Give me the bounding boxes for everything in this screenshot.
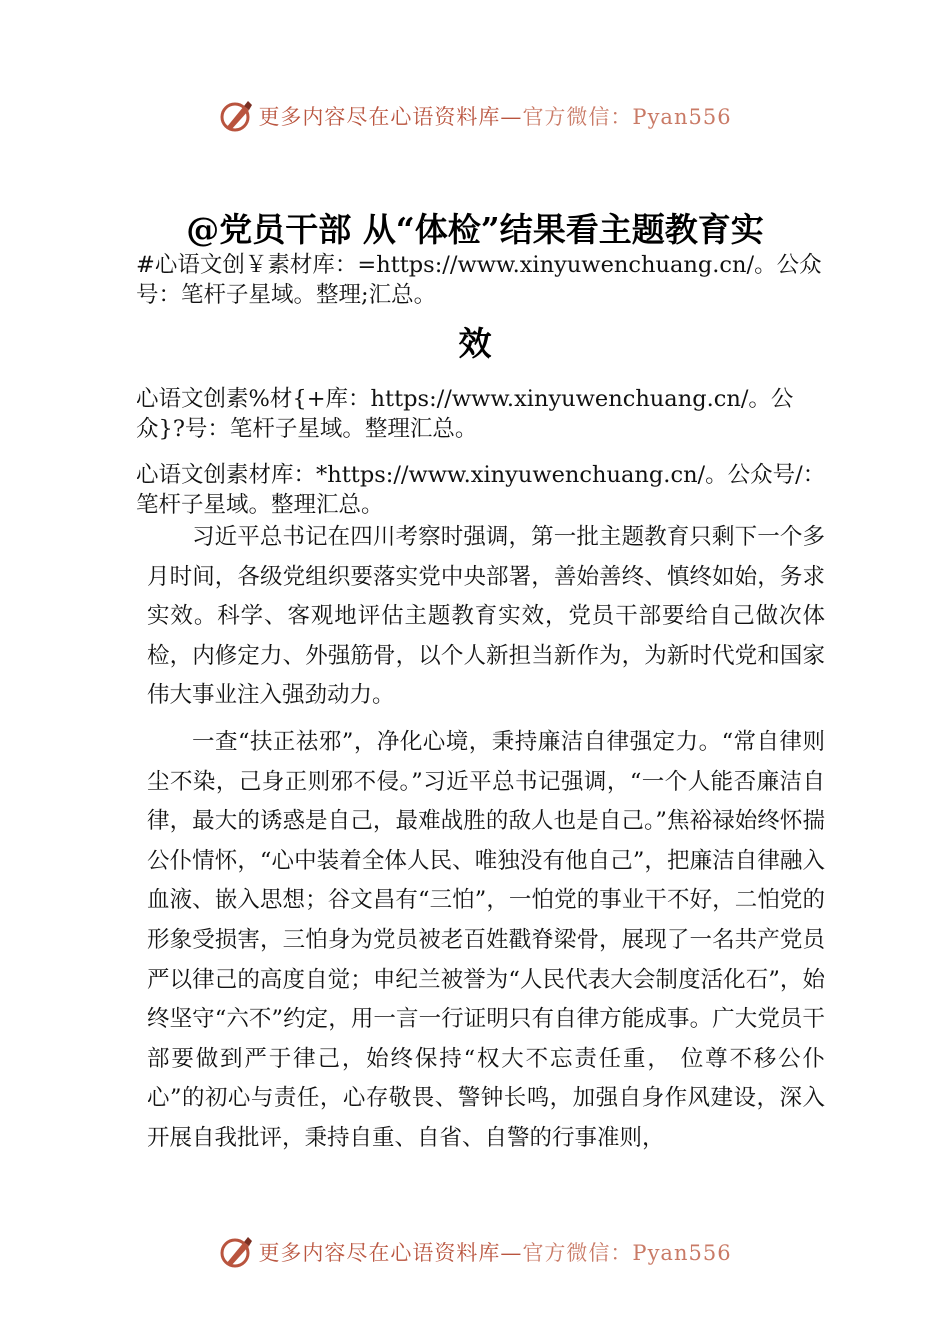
banner-wechat: 官方微信：Pyan556 bbox=[522, 1241, 732, 1265]
banner-wechat: 官方微信：Pyan556 bbox=[522, 105, 732, 129]
body-paragraph-1: 习近平总书记在四川考察时强调，第一批主题教育只剩下一个多月时间，各级党组织要落实党中央部署，善始善终、慎终如始，务求实效。科学、客观地评估主题教育实效，党员干部要给自己做次体检，内修定力、外强筋骨，以个人新担当新作为，为新时代党和国家伟大事业注入强劲动力。 bbox=[147, 524, 825, 709]
document-body bbox=[147, 518, 825, 1159]
document-title-line2: 效 bbox=[458, 324, 492, 363]
watermark-line-1: #心语文创￥素材库：=https://www.xinyuwenchuang.cn/。公众号：笔杆子星域。整理;汇总。 bbox=[136, 252, 822, 308]
watermark-line-2: 心语文创素%材{+库：https://www.xinyuwenchuang.cn/。公众}?号：笔杆子星域。整理汇总。 bbox=[136, 386, 794, 442]
banner-text: 更多内容尽在心语资料库—官方微信：Pyan556 bbox=[258, 1241, 732, 1265]
body-paragraph-2: 一查“扶正祛邪”，净化心境，秉持廉洁自律强定力。“常自律则尘不染，己身正则邪不侵。”习近平总书记强调，“一个人能否廉洁自律，最大的诱惑是自己，最难战胜的敌人也是自己。”焦裕禄始终怀揣公仆情怀，“心中装着全体人民、唯独没有他自己”，把廉洁自律融入血液、嵌入思想；谷文昌有“三怕”，一怕党的事业干不好，二怕党的形象受损害，三怕身为党员被老百姓戳脊梁骨，展现了一名共产党员严以律己的高度自觉；申纪兰被誉为“人民代表大会制度活化石”，始终坚守“六不”约定，用一言一行证明只有自律方能成事。广大党员干部要做到严于律己，始终保持“权大不忘责任重， 位尊不移公仆心”的初心与责任，心存敬畏、警钟长鸣，加强自身作风建设，深入开展自我批评，秉持自重、自省、自警的行事准则， bbox=[147, 728, 825, 1151]
pen-logo-icon bbox=[218, 1234, 254, 1270]
watermark-line-3: 心语文创素材库：*https://www.xinyuwenchuang.cn/。公众号/：笔杆子星域。整理汇总。 bbox=[136, 462, 826, 518]
banner-text: 更多内容尽在心语资料库—官方微信：Pyan556 bbox=[258, 105, 732, 129]
pen-logo-icon bbox=[218, 98, 254, 134]
document-title-line1: @党员干部 从“体检”结果看主题教育实 bbox=[186, 210, 764, 249]
header-banner bbox=[0, 96, 950, 136]
footer-banner bbox=[0, 1232, 950, 1272]
